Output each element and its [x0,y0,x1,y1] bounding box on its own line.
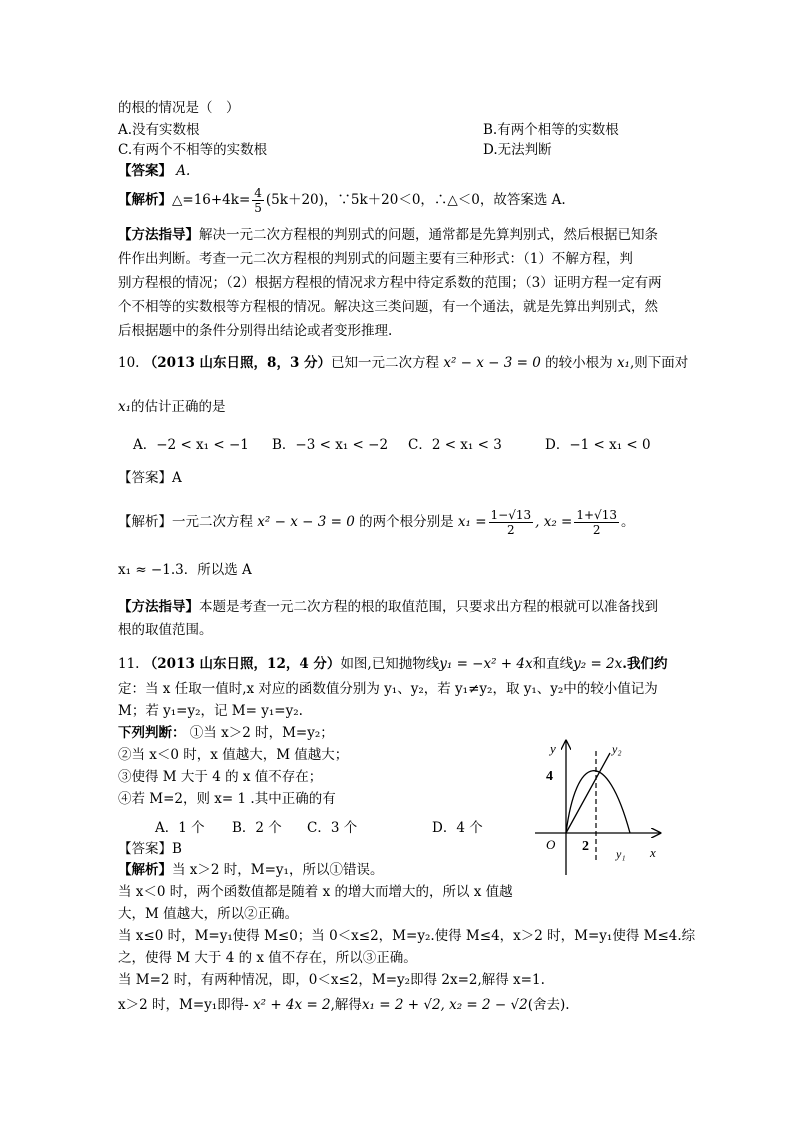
y-value-4-label: 4 [546,769,553,784]
parabola-equation: y₁ = −x² + 4x [439,656,533,672]
q9-option-c: C.有两个不相等的实数根 [118,142,268,158]
q9-option-d: D.无法判断 [483,142,552,158]
judge-label: 下列判断： [118,725,186,741]
q11-analysis-line-4: 当 x≤0 时，M=y₁使得 M≤0；当 0＜x≤2，M=y₂.使得 M≤4，x＞2 时，M=y₁使得 M≤4.综 [118,928,696,944]
q11-judge-item-4: ④若 M=2，则 x= 1 .其中正确的有 [118,791,336,807]
y2-label: y₂ [612,742,622,756]
analysis-text: 一元二次方程 [172,514,253,530]
method-text: 解决一元二次方程根的判别式的问题，通常都是先算判别式，然后根据已知条 [199,227,658,243]
stem-text: ,则下面对 [629,355,689,371]
fraction-denominator: 5 [254,201,262,215]
analysis-post: (5k＋20)，∵5k＋20＜0，∴△＜0，故答案选 A. [265,192,566,208]
fraction-denominator: 2 [507,523,515,537]
q11-judgements-line-1 [118,724,334,742]
q11-option-b: B．2 个 [232,820,282,836]
analysis-text: 的两个根分别是 [359,514,454,530]
q11-stem-line-1 [118,655,667,673]
y1-label: y₁ [616,847,626,861]
q11-option-a: A．1 个 [155,820,205,836]
q9-method-line-1 [118,226,658,244]
q11-analysis-line-7 [118,996,570,1014]
q11-option-c: C．3 个 [307,820,358,836]
origin-label: O [546,837,556,852]
analysis-pre: △=16+4k= [172,192,251,208]
stem-text: 已知一元二次方程 [331,355,440,371]
q11-analysis-line-2: 当 x＜0 时，两个函数值都是随着 x 的增大而增大的，所以 x 值越 [118,884,513,900]
analysis-text: ,解得 [330,997,362,1013]
q11-analysis-line-6: 当 M=2 时，有两种情况，即，0＜x≤2，M=y₂即得 2x=2,解得 x=1. [118,972,545,988]
question-number: 10. [118,355,140,371]
q10-method-line-1 [118,598,658,616]
q9-option-b: B.有两个相等的实数根 [483,122,619,138]
fraction-numerator: 1−√13 [490,508,532,522]
stem-text: 和直线 [532,656,574,672]
q9-option-a: A.没有实数根 [118,122,200,138]
fraction-denominator: 2 [592,523,601,537]
analysis-text: x＞2 时，M=y₁即得 [118,997,245,1013]
q10-stem-line-1 [118,354,688,372]
period: 。 [620,514,635,530]
q10-option-c: C．2 < x₁ < 3 [408,437,502,453]
q10-stem-line-2 [118,398,226,416]
q11-answer: 【答案】B [118,841,182,857]
q10-method-line-2: 根的取值范围。 [118,622,213,638]
stem-text: 如图,已知抛物线 [340,656,440,672]
analysis-text: (舍去). [527,997,570,1013]
q9-answer [118,162,190,180]
answer-value: A. [176,163,191,179]
answer-label: 【答案】 [118,163,172,179]
q11-analysis-line-1 [118,861,383,879]
fraction-numerator: 1+√13 [576,508,617,522]
variable: x₁ [118,399,132,415]
stem-text: .我们约 [622,656,668,672]
function-graph [530,735,670,880]
stem-text: 的估计正确的是 [131,399,226,415]
q11-stem-line-3: M；若 y₁=y₂，记 M= y₁=y₂. [118,703,303,719]
analysis-label: 【解析】 [118,514,172,530]
solutions: x₁ = 2 + √2, x₂ = 2 − √2 [361,997,528,1013]
method-text: 本题是考查一元二次方程的根的取值范围，只要求出方程的根就可以准备找到 [199,599,658,615]
line-equation: y₂ = 2x [573,656,623,672]
q10-option-a: A．−2 < x₁ < −1 [133,437,249,453]
method-label: 【方法指导】 [118,599,199,615]
q11-stem-line-2: 定：当 x 任取一值时,x 对应的函数值分别为 y₁、y₂，若 y₁≠y₂，取 y₁、y₂中的较小值记为 [118,681,658,697]
x-value-2-label: 2 [582,839,589,854]
analysis-text: 当 x＞2 时，M=y₁，所以①错误。 [172,862,384,878]
q9-method-line-5: 后根据题中的条件分别得出结论或者变形推理. [118,323,393,339]
analysis-label: 【解析】 [118,192,172,208]
q11-analysis-line-3: 大，M 值越大，所以②正确。 [118,906,299,922]
question-number: 11. [118,656,140,672]
q10-approx: x₁ ≈ −1.3．所以选 A [118,562,252,578]
y-axis-label: y [550,741,556,756]
stem-text: 的较小根为 [545,355,613,371]
variable: x₁ [616,355,630,371]
question-source: （2013 山东日照，12，4 分） [143,656,341,672]
root-2-lhs: , x₂ = [535,514,573,530]
q10-option-b: B．−3 < x₁ < −2 [272,437,389,453]
q9-stem: 的根的情况是（ ） [118,100,240,116]
fraction-numerator: 4 [254,186,262,200]
q11-option-d: D．4 个 [432,820,483,836]
judge-item-1: ①当 x＞2 时，M=y₂； [189,725,334,741]
q9-method-line-3: 别方程根的情况；（2）根据方程根的情况求方程中待定系数的范围；（3）证明方程一定有两 [118,275,662,291]
parabola-y1 [566,771,630,833]
root-2-fraction [574,508,619,537]
root-1-lhs: x₁ = [457,514,487,530]
equation: x² − x − 3 = 0 [443,355,541,371]
q11-judge-item-3: ③使得 M 大于 4 的 x 值不存在； [118,769,323,785]
equation: x² − x − 3 = 0 [257,514,355,530]
q10-analysis [118,508,634,537]
q9-method-line-2: 件作出判断。考查一元二次方程根的判别式的问题主要有三种形式：（1）不解方程，判 [118,251,633,267]
q11-analysis-line-5: 之，使得 M 大于 4 的 x 值不存在，所以③正确。 [118,950,417,966]
equation: - x² + 4x = 2 [244,997,331,1013]
fraction [252,186,264,215]
q9-method-line-4: 个不相等的实数根等方程根的情况。解决这三类问题，有一个通法，就是先算出判别式，然 [118,299,658,315]
x-axis-label: x [650,845,656,860]
question-source: （2013 山东日照，8，3 分） [143,355,332,371]
analysis-label: 【解析】 [118,862,172,878]
q10-answer: 【答案】A [118,470,182,486]
root-1-fraction [489,508,534,537]
q11-judge-item-2: ②当 x＜0 时，x 值越大，M 值越大； [118,747,349,763]
q10-option-d: D．−1 < x₁ < 0 [545,437,651,453]
q9-analysis [118,186,566,215]
line-y2 [566,753,610,833]
method-label: 【方法指导】 [118,227,199,243]
